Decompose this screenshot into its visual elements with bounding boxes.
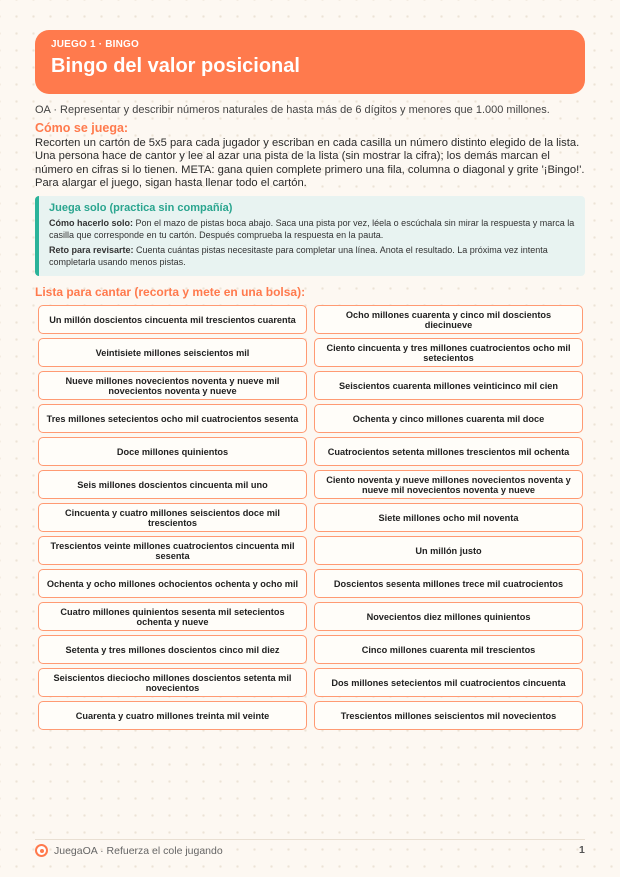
footer-brand: JuegaOA · Refuerza el cole jugando <box>54 844 223 857</box>
footer <box>35 844 223 857</box>
game-kicker: JUEGO 1 · BINGO <box>51 39 140 50</box>
call-card: Nueve millones novecientos noventa y nueve mil novecientos noventa y nueve <box>38 371 307 400</box>
call-card: Cinco millones cuarenta mil trescientos <box>314 635 583 664</box>
call-card: Tres millones setecientos ocho mil cuatrocientos sesenta <box>38 404 307 433</box>
call-card: Ocho millones cuarenta y cinco mil doscientos diecinueve <box>314 305 583 334</box>
solo-play-title: Juega solo (practica sin compañía) <box>49 202 233 214</box>
call-card-grid <box>38 305 583 730</box>
solo-challenge-paragraph <box>49 244 575 268</box>
call-card: Cuatrocientos setenta millones trescientos mil ochenta <box>314 437 583 466</box>
call-card: Veintisiete millones seiscientos mil <box>38 338 307 367</box>
learning-objective: OA · Representar y describir números naturales de hasta más de 6 dígitos y menores que 1.000 millones. <box>35 104 550 116</box>
footer-divider <box>35 839 585 840</box>
solo-challenge-label: Reto para revisarte: <box>49 245 134 255</box>
how-to-play-heading: Cómo se juega: <box>35 121 129 135</box>
call-card: Siete millones ocho mil noventa <box>314 503 583 532</box>
solo-play-box <box>35 196 585 276</box>
call-card: Trescientos millones seiscientos mil novecientos <box>314 701 583 730</box>
call-card: Un millón justo <box>314 536 583 565</box>
call-card: Ochenta y cinco millones cuarenta mil doce <box>314 404 583 433</box>
call-card: Seiscientos dieciocho millones doscientos setenta mil novecientos <box>38 668 307 697</box>
solo-how-text: Pon el mazo de pistas boca abajo. Saca una pista por vez, léela o escúchala sin mirar la respuesta y marca la casilla que corresponde en tu cartón. Después comprueba la respuesta en la pauta. <box>49 218 575 240</box>
call-card: Cincuenta y cuatro millones seiscientos doce mil trescientos <box>38 503 307 532</box>
call-list-heading: Lista para cantar (recorta y mete en una bolsa): <box>35 285 306 299</box>
call-card: Trescientos veinte millones cuatrocientos cincuenta mil sesenta <box>38 536 307 565</box>
call-card: Doce millones quinientos <box>38 437 307 466</box>
call-card: Setenta y tres millones doscientos cinco mil diez <box>38 635 307 664</box>
call-card: Ciento cincuenta y tres millones cuatrocientos ocho mil setecientos <box>314 338 583 367</box>
solo-challenge-text: Cuenta cuántas pistas necesitaste para completar una línea. Anota el resultado. La próxima vez intenta completarla usando menos pistas. <box>49 245 548 267</box>
call-card: Ochenta y ocho millones ochocientos ochenta y ocho mil <box>38 569 307 598</box>
call-card: Dos millones setecientos mil cuatrocientos cincuenta <box>314 668 583 697</box>
call-card: Cuatro millones quinientos sesenta mil setecientos ochenta y nueve <box>38 602 307 631</box>
call-card: Doscientos sesenta millones trece mil cuatrocientos <box>314 569 583 598</box>
call-card: Seis millones doscientos cincuenta mil uno <box>38 470 307 499</box>
how-to-play-text: Recorten un cartón de 5x5 para cada jugador y escriban en cada casilla un número distinto elegido de la lista. Una persona hace de cantor y lee al azar una pista de la lista (sin mostrar la cifra); los demás marcan el número en cifras si lo tienen. META: gana quien complete primero una fila, columna o diagonal y grite '¡Bingo!'. Para alargar el juego, sigan hasta llenar todo el cartón. <box>35 137 585 190</box>
call-card: Ciento noventa y nueve millones novecientos noventa y nueve mil novecientos noventa y nueve <box>314 470 583 499</box>
header-banner <box>35 30 585 94</box>
call-card: Seiscientos cuarenta millones veinticinco mil cien <box>314 371 583 400</box>
brand-logo-icon <box>35 844 48 857</box>
solo-how-label: Cómo hacerlo solo: <box>49 218 134 228</box>
page-title: Bingo del valor posicional <box>51 55 300 77</box>
call-card: Cuarenta y cuatro millones treinta mil veinte <box>38 701 307 730</box>
call-card: Novecientos diez millones quinientos <box>314 602 583 631</box>
call-card: Un millón doscientos cincuenta mil trescientos cuarenta <box>38 305 307 334</box>
solo-how-paragraph <box>49 217 575 241</box>
page-number: 1 <box>579 844 585 856</box>
